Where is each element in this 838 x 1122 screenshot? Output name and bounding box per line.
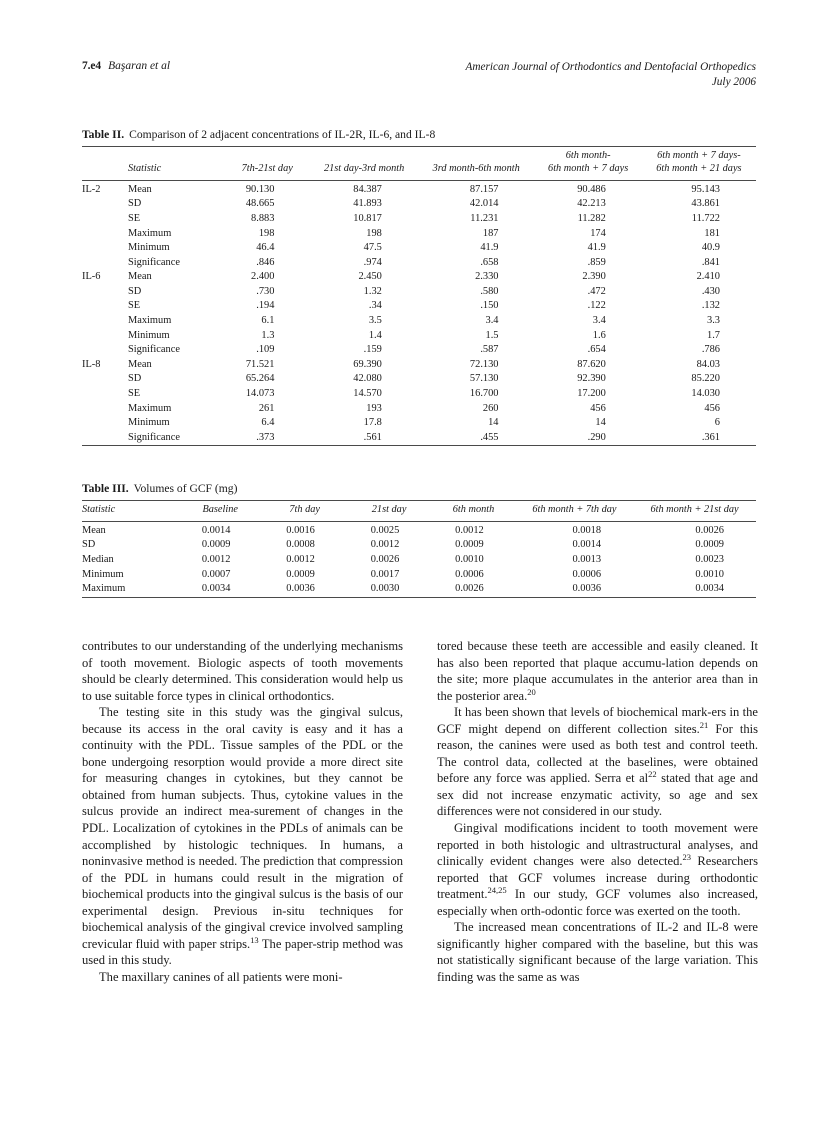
table-2-cell: .132	[701, 300, 720, 312]
table-2-group-label: IL-8	[82, 358, 101, 370]
table-3-caption	[82, 482, 756, 495]
table-3-cell: 0.0010	[455, 554, 484, 566]
paragraph-left-1: contributes to our understanding of the underlying mechanisms of tooth movement. Biologic aspects of tooth movements should be clearly determined. This consideration would help us to use suitable force types in clinical orthodontics.	[82, 639, 403, 703]
table-3-cell: 0.0030	[370, 583, 400, 595]
table-3-stat-label: Maximum	[82, 583, 126, 595]
paragraph-right-3-tail: In our study, GCF volumes also increased, especially when orth-odontic force was exerted on the tooth.	[437, 887, 758, 918]
table-3-title: Volumes of GCF (mg)	[133, 482, 238, 495]
table-3-header-row	[82, 501, 756, 522]
table-2-cell: 95.143	[691, 183, 720, 195]
table-2-col-5-line2: 6th month + 21 days	[656, 162, 742, 174]
table-3-cell: 0.0013	[572, 554, 602, 566]
table-2-group-label	[82, 402, 128, 417]
table-2-header-row	[82, 147, 756, 181]
table-2-group-label	[82, 299, 128, 314]
table-2-stat-label: SE	[128, 388, 141, 400]
table-row	[82, 372, 756, 387]
table-2-stat-label: Significance	[128, 431, 180, 443]
table-3-cell: 0.0026	[695, 524, 724, 536]
table-2-col-2	[310, 147, 417, 181]
table-2	[82, 146, 756, 445]
table-2-cell: 8.883	[251, 212, 275, 224]
table-2-stat-label: Minimum	[128, 329, 170, 341]
paragraph-right-4: The increased mean concentrations of IL-2 and IL-8 were significantly higher compared with the baseline, but this was not statistically significant because of the large variation. This finding was the same as was	[437, 920, 758, 984]
paragraph-right-1	[437, 638, 758, 704]
table-2-cell: 84.387	[353, 183, 382, 195]
table-2-stat-label: Significance	[128, 344, 180, 356]
table-row	[82, 256, 756, 271]
table-2-cell: 260	[482, 402, 499, 414]
table-3-col-3: 21st day	[347, 501, 431, 522]
paragraph-right-3-text: Gingival modifications incident to tooth movement were reported in both histologic and ultrastructural analyses, and clinically evident changes were also detected.	[437, 821, 758, 869]
table-2-cell: 174	[590, 227, 606, 239]
running-head-authors: Başaran et al	[108, 60, 171, 72]
table-2-cell: 14	[595, 417, 606, 429]
table-2-cell: 261	[258, 402, 275, 414]
table-3-cell: 0.0026	[455, 583, 484, 595]
table-2-cell: 57.130	[469, 373, 499, 385]
table-2-group-label	[82, 343, 128, 358]
table-2-cell: 72.130	[469, 358, 499, 370]
table-2-cell: 11.231	[470, 212, 499, 224]
table-2-cell: .109	[256, 344, 275, 356]
table-2-cell: .34	[368, 300, 382, 312]
table-2-cell: 3.4	[485, 315, 499, 327]
paragraph-left-2-text: The testing site in this study was the gingival sulcus, because its access in the oral cavity is easy and it has a continuity with the PDL. Tissue samples of the PDL or the bone undergoing resorption would provide a more direct site for measuring changes in cytokines, but they cannot be obtained from human subjects. Thus, cytokine values in the sulcus provide an indirect mea-surement of changes in the PDL. Localization of cytokines in the PDLs of animals can be accomplished by histologic techniques. In humans, a noninvasive method is needed. The prediction that compression of the PDL in humans could result in the migration of biochemical products into the gingival sulcus is the basis of our experimental design. Previous in-situ techniques for biochemical analysis of the gingival crevice involved sampling crevicular fluid with paper strips.	[82, 705, 403, 951]
table-3-cell: 0.0012	[370, 539, 400, 551]
table-row	[82, 226, 756, 241]
table-2-col-1-line1: 7th-21st day	[241, 162, 293, 174]
table-2-stat-label: Significance	[128, 256, 180, 268]
table-2-cell: .846	[256, 256, 275, 268]
table-row	[82, 241, 756, 256]
table-2-label: Table II.	[82, 128, 125, 141]
table-2-cell: 48.665	[245, 198, 275, 210]
table-3-block	[82, 482, 756, 598]
running-head	[82, 60, 756, 91]
table-row	[82, 358, 756, 373]
table-2-cell: .159	[363, 344, 382, 356]
table-row	[82, 181, 756, 198]
table-2-cell: .361	[701, 431, 720, 443]
table-2-cell: .290	[587, 431, 606, 443]
table-2-cell: 6.1	[261, 315, 275, 327]
table-2-cell: 40.9	[701, 242, 720, 254]
table-2-block	[82, 128, 756, 446]
table-2-cell: 6	[714, 417, 720, 429]
table-2-cell: .730	[256, 285, 275, 297]
paragraph-right-2-tail: stated that age and sex did not increase enzymatic activity, so age and sex differences were not considered in our study.	[437, 771, 759, 819]
table-row	[82, 538, 756, 553]
reference-23: 23	[682, 851, 691, 862]
table-2-group-label	[82, 329, 128, 344]
table-3-cell: 0.0009	[201, 539, 231, 551]
table-3-cell: 0.0009	[695, 539, 724, 551]
table-2-group-label	[82, 285, 128, 300]
table-2-cell: .561	[363, 431, 382, 443]
journal-title: American Journal of Orthodontics and Dentofacial Orthopedics	[465, 61, 756, 73]
table-2-cell: .373	[256, 431, 275, 443]
table-2-cell: .580	[480, 285, 499, 297]
table-2-group-label	[82, 241, 128, 256]
paragraph-right-2-text: It has been shown that levels of biochemical mark-ers in the GCF might depend on different collection sites.	[437, 705, 758, 736]
table-2-head	[82, 147, 756, 181]
table-row	[82, 343, 756, 358]
table-3-cell: 0.0034	[695, 583, 724, 595]
table-3-col-0: Statistic	[82, 501, 178, 522]
table-row	[82, 197, 756, 212]
table-row	[82, 285, 756, 300]
table-2-cell: 42.080	[353, 373, 382, 385]
reference-24-25: 24,25	[487, 885, 507, 896]
table-2-bottom-rule	[82, 445, 756, 446]
table-2-group-label	[82, 197, 128, 212]
table-2-cell: 85.220	[691, 373, 720, 385]
table-row	[82, 329, 756, 344]
table-row	[82, 402, 756, 417]
table-2-col-4-line1: 6th month-	[565, 150, 611, 161]
table-3-cell: 0.0036	[286, 583, 315, 595]
table-3-stat-label: Mean	[82, 524, 106, 536]
table-row	[82, 582, 756, 597]
table-2-cell: .859	[587, 256, 606, 268]
table-3-cell: 0.0014	[572, 539, 602, 551]
table-2-cell: .841	[701, 256, 720, 268]
table-2-cell: .150	[480, 300, 499, 312]
table-2-cell: .122	[587, 300, 606, 312]
reference-20: 20	[527, 686, 536, 697]
paragraph-left-3: The maxillary canines of all patients were moni-	[99, 969, 343, 984]
journal-issue: July 2006	[711, 76, 756, 89]
table-row	[82, 553, 756, 568]
table-2-col-5-line1: 6th month + 7 days-	[657, 150, 741, 161]
table-2-group-label	[82, 416, 128, 431]
table-2-cell: 193	[366, 402, 382, 414]
table-row	[82, 387, 756, 402]
body-column-left	[82, 638, 403, 985]
table-row	[82, 314, 756, 329]
table-3-stat-label: Median	[82, 554, 114, 566]
table-3-col-4: 6th month	[431, 501, 515, 522]
table-2-cell: 46.4	[256, 242, 275, 254]
table-2-cell: 65.264	[245, 373, 275, 385]
running-head-right	[465, 60, 756, 91]
table-2-stat-label: Mean	[128, 271, 152, 283]
table-2-group-label	[82, 212, 128, 227]
table-row	[82, 212, 756, 227]
table-3-cell: 0.0036	[572, 583, 602, 595]
table-2-cell: 17.8	[363, 417, 382, 429]
table-2-cell: 90.130	[245, 183, 275, 195]
table-2-stat-label: Minimum	[128, 242, 170, 254]
table-2-stat-label: SE	[128, 300, 141, 312]
table-3-cell: 0.0006	[572, 568, 602, 580]
table-row	[82, 431, 756, 446]
reference-22: 22	[648, 769, 657, 780]
table-2-cell: 2.410	[696, 271, 720, 283]
table-2-cell: 14.030	[691, 388, 720, 400]
table-2-stat-label: SD	[128, 198, 142, 210]
table-2-cell: 11.282	[577, 212, 606, 224]
table-2-cell: 198	[366, 227, 382, 239]
table-2-stat-label: SD	[128, 285, 142, 297]
table-2-cell: 47.5	[363, 242, 382, 254]
table-2-cell: 14.570	[353, 388, 382, 400]
table-2-stat-label: Maximum	[128, 315, 172, 327]
table-2-cell: 3.3	[707, 315, 720, 327]
table-2-cell: 42.014	[469, 198, 499, 210]
table-row	[82, 416, 756, 431]
table-2-cell: 10.817	[353, 212, 382, 224]
table-3-label: Table III.	[82, 482, 129, 495]
table-2-col-5	[642, 147, 756, 181]
table-2-cell: 11.722	[691, 212, 720, 224]
table-2-cell: 92.390	[577, 373, 606, 385]
table-3-body	[82, 522, 756, 597]
table-2-cell: 17.200	[577, 388, 606, 400]
table-2-cell: 1.6	[592, 329, 606, 341]
table-3-cell: 0.0009	[286, 568, 315, 580]
table-2-cell: 456	[590, 402, 606, 414]
table-3-cell: 0.0018	[572, 524, 602, 536]
table-3-stat-label: SD	[82, 539, 96, 551]
table-2-cell: .974	[363, 256, 382, 268]
table-2-col-3-line1: 3rd month-6th month	[432, 162, 520, 174]
table-2-group-label	[82, 372, 128, 387]
table-2-cell: .430	[701, 285, 720, 297]
table-2-group-label	[82, 431, 128, 446]
table-2-cell: 1.32	[363, 285, 382, 297]
paragraph-right-3-mid: Researchers reported that GCF volumes increase during orthodontic treatment.	[437, 854, 758, 902]
table-2-stat-label: Mean	[128, 358, 152, 370]
table-2-cell: 181	[704, 227, 720, 239]
table-2-cell: 3.4	[592, 315, 606, 327]
running-head-left	[82, 60, 170, 72]
table-2-cell: 1.7	[707, 329, 720, 341]
table-2-group-label: IL-6	[82, 271, 101, 283]
reference-13: 13	[250, 934, 259, 945]
table-2-cell: 2.400	[251, 271, 275, 283]
table-3-cell: 0.0007	[201, 568, 231, 580]
paragraph-right-3	[437, 820, 758, 919]
table-3-cell: 0.0009	[455, 539, 484, 551]
table-2-cell: .587	[480, 344, 499, 356]
table-2-cell: .654	[587, 344, 606, 356]
table-2-cell: 90.486	[577, 183, 606, 195]
paragraph-left-2-tail: The paper-strip method was used in this study.	[82, 936, 403, 968]
table-3-cell: 0.0008	[286, 539, 315, 551]
table-3-col-5: 6th month + 7th day	[516, 501, 633, 522]
table-2-cell: 84.03	[696, 358, 720, 370]
table-3-cell: 0.0010	[695, 568, 724, 580]
table-3-col-1: Baseline	[178, 501, 262, 522]
table-2-cell: 2.390	[582, 271, 606, 283]
table-3-col-2: 7th day	[262, 501, 346, 522]
table-3-cell: 0.0034	[201, 583, 231, 595]
table-2-stat-label: Maximum	[128, 402, 172, 414]
table-2-cell: .194	[256, 300, 275, 312]
table-2-cell: 87.157	[469, 183, 499, 195]
table-2-cell: 16.700	[469, 388, 499, 400]
table-2-stat-label: Mean	[128, 183, 152, 195]
table-3-cell: 0.0006	[455, 568, 484, 580]
table-2-group-label	[82, 226, 128, 241]
paragraph-right-2	[437, 704, 758, 820]
table-3-cell: 0.0012	[201, 554, 231, 566]
table-2-col-4	[535, 147, 642, 181]
page-folio: 7.e4	[82, 60, 102, 72]
table-2-col-1	[224, 147, 310, 181]
paragraph-right-1-text: tored because these teeth are accessible and easily cleaned. It has also been reported that plaque accumu-lation depends on the site; more plaque accumulates in the anterior area than in the posterior area.	[437, 639, 758, 703]
paragraph-right-2-mid: For this reason, the canines were used as both test and control teeth. The control data, collected at the baselines, were obtained before any force was applied. Serra et al	[437, 721, 758, 786]
table-2-group-label	[82, 387, 128, 402]
table-3-head	[82, 501, 756, 522]
table-2-cell: 69.390	[353, 358, 382, 370]
table-2-cell: 41.893	[353, 198, 382, 210]
table-2-cell: 1.3	[261, 329, 275, 341]
table-2-cell: .786	[701, 344, 720, 356]
table-3-cell: 0.0016	[286, 524, 315, 536]
table-2-title: Comparison of 2 adjacent concentrations of IL-2R, IL-6, and IL-8	[129, 128, 436, 141]
table-2-cell: 14	[488, 417, 499, 429]
table-3-stat-label: Minimum	[82, 568, 124, 580]
table-2-col-3	[418, 147, 535, 181]
table-2-col-2-line1: 21st day-3rd month	[324, 162, 405, 174]
table-2-cell: 14.073	[245, 388, 275, 400]
table-3-col-6: 6th month + 21st day	[633, 501, 756, 522]
table-3-cell: 0.0012	[455, 524, 484, 536]
table-2-stat-label: SD	[128, 373, 142, 385]
table-2-cell: 456	[704, 402, 720, 414]
table-2-caption	[82, 128, 756, 141]
body-text	[82, 638, 758, 985]
table-2-cell: .658	[480, 256, 499, 268]
table-2-cell: 187	[482, 227, 499, 239]
table-3-bottom-rule	[82, 597, 756, 598]
table-2-stat-label: Maximum	[128, 227, 172, 239]
table-2-col-4-line2: 6th month + 7 days	[548, 162, 629, 174]
table-2-cell: 1.4	[368, 329, 382, 341]
table-row	[82, 568, 756, 583]
table-3-cell: 0.0026	[370, 554, 400, 566]
table-2-cell: 41.9	[480, 242, 499, 254]
table-2-cell: 71.521	[245, 358, 275, 370]
table-2-stat-label: Minimum	[128, 417, 170, 429]
table-row	[82, 299, 756, 314]
table-2-cell: 1.5	[485, 329, 499, 341]
paragraph-left-2	[82, 704, 403, 969]
table-2-col-group	[82, 147, 128, 181]
table-2-cell: 43.861	[691, 198, 720, 210]
table-3-cell: 0.0014	[201, 524, 231, 536]
table-2-group-label	[82, 314, 128, 329]
table-2-cell: .472	[587, 285, 606, 297]
table-2-cell: 41.9	[587, 242, 606, 254]
table-3-cell: 0.0023	[695, 554, 724, 566]
table-3-cell: 0.0012	[286, 554, 315, 566]
table-2-cell: 198	[258, 227, 275, 239]
table-2-cell: 2.450	[358, 271, 382, 283]
table-2-cell: .455	[480, 431, 499, 443]
reference-21: 21	[699, 719, 709, 730]
table-row	[82, 270, 756, 285]
table-2-cell: 87.620	[577, 358, 606, 370]
table-2-body	[82, 181, 756, 446]
table-3-cell: 0.0025	[370, 524, 400, 536]
table-3-cell: 0.0017	[370, 568, 400, 580]
table-2-group-label	[82, 256, 128, 271]
table-2-cell: 42.213	[577, 198, 606, 210]
body-column-right	[437, 638, 758, 985]
table-2-cell: 2.330	[475, 271, 499, 283]
table-2-cell: 3.5	[368, 315, 382, 327]
table-2-cell: 6.4	[261, 417, 275, 429]
table-2-stat-label: SE	[128, 212, 141, 224]
table-row	[82, 522, 756, 539]
table-2-group-label: IL-2	[82, 183, 101, 195]
table-3	[82, 500, 756, 597]
table-2-col-statistic: Statistic	[128, 147, 224, 181]
